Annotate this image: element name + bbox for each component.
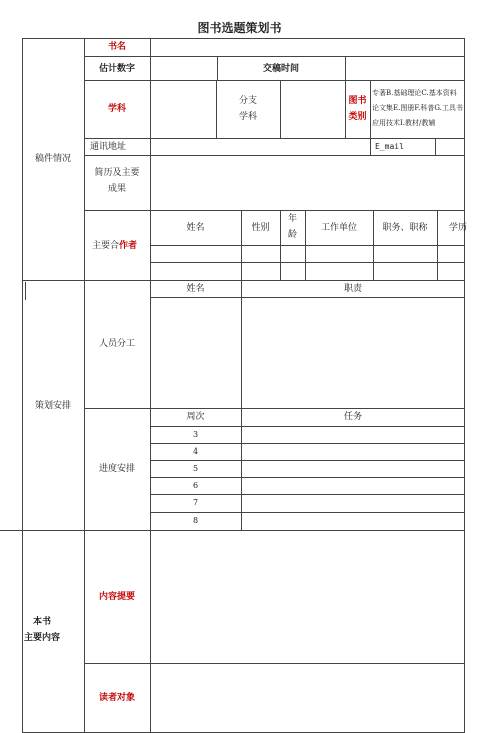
bio-label-2: 成果 bbox=[107, 184, 126, 194]
staff-label: 人员分工 bbox=[98, 339, 135, 349]
author-header-age-2: 龄 bbox=[287, 230, 297, 240]
staff-header-name: 姓名 bbox=[186, 284, 205, 294]
author-header-title: 职务、职称 bbox=[382, 223, 428, 233]
word-count-label: 估计数字 bbox=[98, 64, 135, 74]
co-authors-label: 主要合作者 bbox=[92, 241, 138, 251]
section-label-manuscript: 稿件情况 bbox=[34, 154, 71, 164]
category-options-line3: 应用技术I.教材/教辅 bbox=[372, 119, 436, 127]
week-row: 3 bbox=[192, 430, 199, 439]
email-label: E_mail bbox=[375, 142, 404, 151]
category-label-2: 类别 bbox=[348, 112, 367, 122]
summary-label: 内容提要 bbox=[98, 592, 135, 602]
week-row: 7 bbox=[192, 498, 199, 507]
branch-subject-label-1: 分支 bbox=[238, 96, 257, 106]
author-header-education: 学历 bbox=[449, 223, 468, 233]
category-options-line2: 论文集E.图册F.科普G.工具书 bbox=[372, 104, 463, 112]
author-header-age-1: 年 bbox=[287, 214, 297, 224]
page-title: 图书选题策划书 bbox=[197, 21, 282, 35]
branch-subject-label-2: 学科 bbox=[238, 112, 257, 122]
progress-header-task: 任务 bbox=[343, 412, 362, 422]
week-row: 5 bbox=[192, 464, 199, 473]
readers-label: 读者对象 bbox=[98, 693, 135, 703]
submit-time-label: 交稿时间 bbox=[262, 64, 299, 74]
week-row: 8 bbox=[192, 516, 199, 525]
section-label-content-2: 主要内容 bbox=[23, 633, 60, 643]
section-label-planning: 策划安排 bbox=[34, 401, 71, 411]
subject-label: 学科 bbox=[107, 104, 126, 114]
week-row: 4 bbox=[192, 447, 199, 456]
author-header-name: 姓名 bbox=[186, 223, 205, 233]
category-label-1: 图书 bbox=[348, 96, 367, 106]
staff-header-duty: 职责 bbox=[343, 284, 362, 294]
progress-label: 进度安排 bbox=[98, 464, 135, 474]
book-name-label: 书名 bbox=[107, 42, 126, 52]
address-label: 通讯地址 bbox=[90, 142, 127, 152]
bio-label-1: 简历及主要 bbox=[94, 168, 140, 178]
author-header-gender: 性别 bbox=[251, 223, 270, 233]
category-options-line1: 专著B.基础理论C.基本资料 bbox=[372, 89, 457, 97]
progress-header-week: 周次 bbox=[186, 412, 205, 422]
section-label-content-1: 本书 bbox=[32, 617, 51, 627]
week-row: 6 bbox=[192, 481, 199, 490]
author-header-employer: 工作单位 bbox=[320, 223, 357, 233]
